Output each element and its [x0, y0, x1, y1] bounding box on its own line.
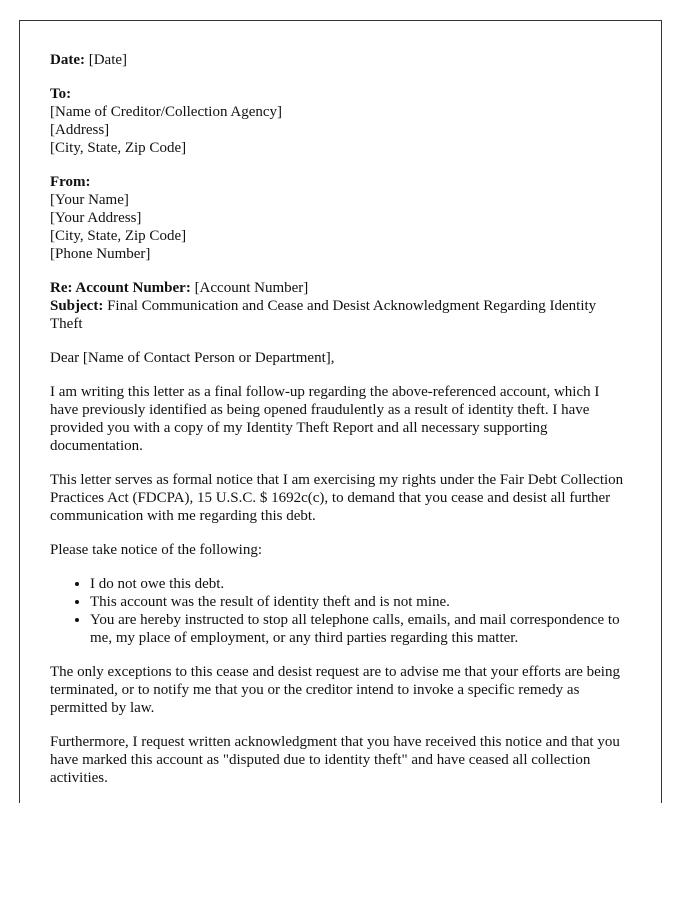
reference-block: Re: Account Number: [Account Number] Subject: Final Communication and Cease and Desist Acknowledgment Regarding Identity Theft [50, 280, 597, 332]
body-paragraph: Furthermore, I request written acknowledgment that you have received this notice and that you have marked this account as "disputed due to identity theft" and have ceased all collection activities. [50, 734, 620, 786]
recipient-block: To: [Name of Creditor/Collection Agency] [Address] [City, State, Zip Code] [50, 86, 283, 156]
list-item: • I do not owe this debt. [90, 575, 630, 593]
letter-page [19, 20, 662, 803]
salutation: Dear [Name of Contact Person or Department], [50, 350, 335, 366]
notice-list [50, 575, 630, 647]
sender-block: From: [Your Name] [Your Address] [City, State, Zip Code] [Phone Number] [50, 174, 187, 262]
body-paragraph: This letter serves as formal notice that I am exercising my rights under the Fair Debt Collection Practices Act (FDCPA), 15 U.S.C. $ 1692c(c), to demand that you cease and desist all further communication with me regarding this debt. [50, 472, 624, 524]
body-paragraph: The only exceptions to this cease and desist request are to advise me that your efforts are being terminated, or to notify me that you or the creditor intend to invoke a specific remedy as permitted by law. [50, 664, 620, 716]
body-paragraph: I am writing this letter as a final follow-up regarding the above-referenced account, which I have previously identified as being opened fraudulently as a result of identity theft. I have provided you with a copy of my Identity Theft Report and all necessary supporting documentation. [50, 384, 600, 454]
body-paragraph: Please take notice of the following: [50, 542, 263, 558]
list-item: • You are hereby instructed to stop all telephone calls, emails, and mail correspondence to me, my place of employment, or any third parties regarding this matter. [90, 611, 630, 647]
list-item: • This account was the result of identity theft and is not mine. [90, 593, 630, 611]
date-line: Date: [Date] [50, 52, 128, 68]
